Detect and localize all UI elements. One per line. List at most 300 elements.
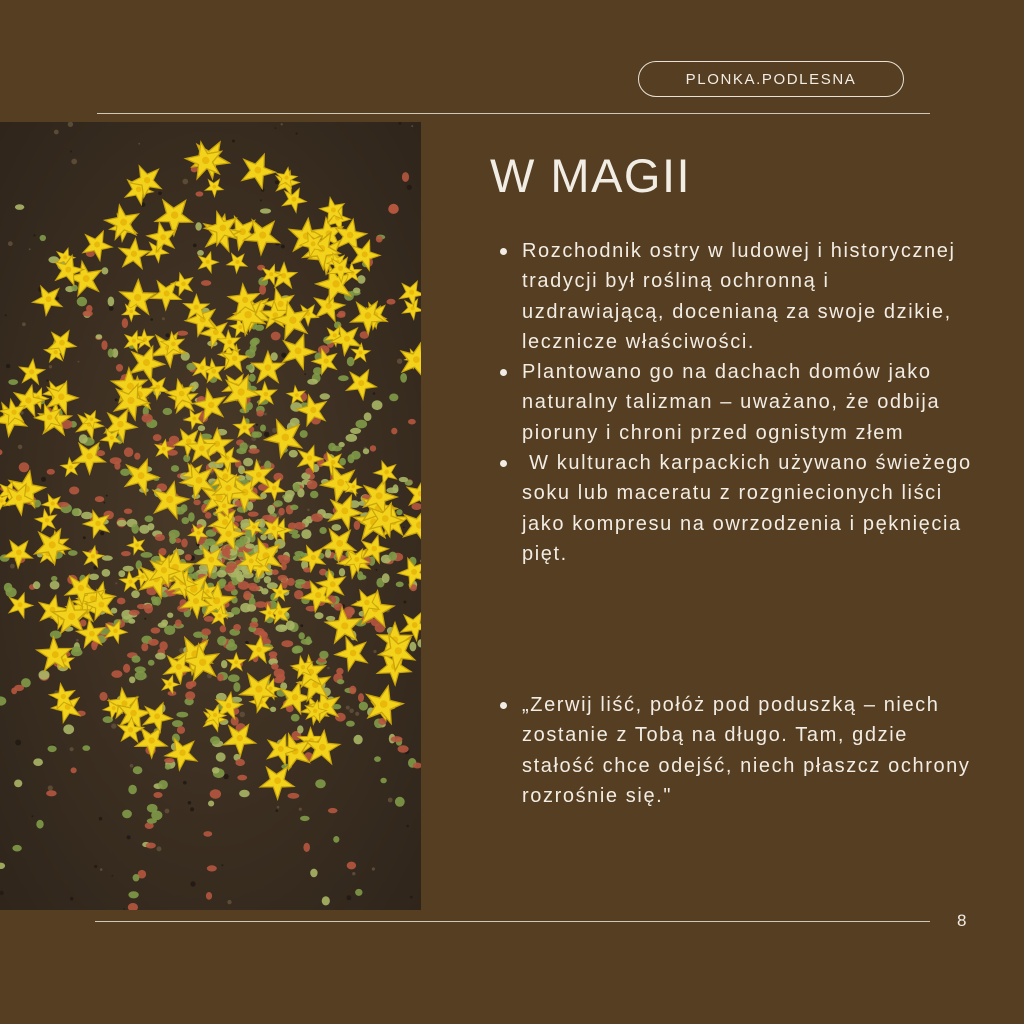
soil-speck [162, 317, 165, 320]
stem-leaf [395, 797, 405, 807]
stem-leaf [268, 505, 276, 514]
soil-speck [281, 353, 286, 358]
stem-leaf [333, 836, 339, 843]
stem-leaf [396, 582, 404, 588]
stem-leaf [14, 685, 24, 691]
stem-leaf [183, 455, 190, 462]
stem-leaf [89, 574, 99, 580]
stem-leaf [243, 591, 251, 601]
stem-leaf [399, 477, 408, 482]
stem-leaf [172, 720, 183, 727]
soil-speck [406, 825, 409, 828]
soil-speck [32, 815, 34, 817]
stem-leaf [237, 775, 247, 781]
soil-speck [22, 322, 26, 326]
stem-leaf [389, 552, 398, 561]
stem-leaf [315, 779, 326, 788]
stem-leaf [291, 714, 300, 722]
stem-leaf [15, 204, 24, 210]
stem-leaf [142, 414, 153, 423]
stem-leaf [159, 641, 167, 650]
stem-leaf [349, 686, 356, 695]
stem-leaf [255, 325, 264, 331]
stem-leaf [380, 778, 386, 784]
soil-speck [300, 624, 303, 627]
stem-leaf [212, 767, 220, 773]
soil-speck [372, 867, 375, 870]
quote-list [498, 690, 988, 811]
soil-speck [264, 413, 267, 416]
stem-leaf [114, 461, 120, 469]
stem-leaf [221, 660, 227, 668]
soil-speck [256, 424, 258, 426]
stem-leaf [297, 725, 303, 733]
bullet-dot-icon [500, 248, 507, 255]
stem-leaf [228, 674, 240, 682]
stem-leaf [398, 745, 409, 752]
soil-speck [352, 872, 355, 875]
stem-leaf [131, 590, 140, 598]
stem-leaf [196, 191, 204, 196]
soil-speck [106, 495, 108, 497]
stem-leaf [50, 581, 60, 590]
stem-leaf [410, 642, 417, 652]
stem-leaf [250, 622, 259, 628]
stem-leaf [108, 297, 115, 307]
soil-speck [348, 261, 351, 264]
stem-leaf [260, 208, 271, 213]
stem-leaf [376, 236, 383, 243]
soil-speck [388, 798, 393, 803]
quote-text: „Zerwij liść, połóż pod poduszką – niech zostanie z Tobą na długo. Tam, gdzie stałość chce odejść, niech płaszcz ochrony rozrośnie się." [522, 694, 971, 807]
stem-leaf [357, 275, 365, 284]
soil-speck [54, 130, 59, 135]
soil-speck [346, 706, 350, 710]
stem-leaf [389, 394, 398, 402]
stem-leaf [33, 758, 43, 766]
stem-leaf [347, 862, 356, 870]
soil-speck [158, 191, 162, 195]
soil-speck [190, 807, 194, 811]
soil-speck [246, 469, 248, 471]
soil-speck [272, 428, 277, 433]
soil-speck [46, 380, 48, 382]
stem-leaf [141, 552, 153, 558]
stonecrop-photo [0, 122, 421, 910]
stem-leaf [117, 520, 127, 526]
stem-leaf [269, 651, 278, 657]
soil-speck [104, 502, 106, 504]
stem-leaf [270, 707, 276, 712]
stem-leaf [225, 567, 235, 574]
soil-speck [240, 712, 246, 718]
stem-leaf [245, 543, 255, 548]
stem-leaf [293, 483, 300, 492]
stem-leaf [152, 599, 159, 606]
stem-leaf [248, 448, 259, 454]
soil-speck [123, 908, 125, 910]
stem-leaf [256, 410, 264, 416]
soil-speck [6, 364, 10, 368]
soil-speck [327, 667, 329, 669]
stem-leaf [46, 790, 57, 796]
stem-leaf [243, 458, 253, 467]
stem-leaf [145, 516, 154, 523]
stem-leaf [99, 692, 107, 701]
stem-leaf [139, 525, 150, 534]
stem-leaf [235, 759, 245, 766]
stem-leaf [249, 374, 256, 382]
stem-leaf [281, 640, 293, 647]
stem-leaf [359, 575, 367, 580]
soil-speck [70, 897, 74, 901]
stem-leaf [239, 790, 250, 797]
stem-leaf [238, 581, 249, 590]
soil-speck [398, 122, 401, 125]
stem-leaf [264, 576, 271, 583]
stem-leaf [224, 584, 235, 591]
soil-speck [281, 123, 283, 125]
stem-leaf [79, 434, 88, 443]
stem-leaf [210, 736, 220, 744]
stem-leaf [101, 340, 107, 350]
stem-leaf [320, 393, 330, 399]
stem-leaf [310, 491, 318, 499]
soil-speck [410, 896, 413, 899]
stem-leaf [128, 619, 135, 624]
stem-leaf [354, 521, 360, 530]
soil-speck [166, 333, 170, 337]
stem-leaf [148, 639, 159, 646]
stem-leaf [315, 612, 324, 619]
stem-leaf [132, 655, 141, 662]
stem-leaf [169, 537, 176, 544]
stem-leaf [391, 736, 403, 742]
soil-speck [94, 865, 97, 868]
stem-leaf [102, 555, 113, 560]
stem-leaf [33, 581, 40, 589]
stem-leaf [287, 578, 295, 586]
stem-leaf [102, 569, 111, 577]
stem-leaf [408, 419, 416, 425]
stem-leaf [155, 534, 165, 541]
stem-leaf [131, 524, 139, 534]
stem-leaf [350, 428, 361, 434]
stem-leaf [36, 820, 43, 829]
stem-leaf [311, 513, 323, 522]
soil-speck [70, 747, 74, 751]
stem-leaf [201, 628, 211, 635]
stem-leaf [207, 865, 217, 871]
stem-leaf [351, 451, 361, 460]
soil-speck [299, 808, 302, 811]
stem-leaf [146, 843, 156, 849]
soil-speck [147, 397, 149, 399]
stem-leaf [8, 379, 18, 385]
stem-leaf [300, 816, 310, 821]
stem-leaf [279, 625, 287, 630]
stem-leaf [325, 549, 331, 558]
stem-leaf [247, 604, 256, 612]
stem-leaf [19, 462, 30, 472]
stem-leaf [356, 420, 368, 429]
stem-leaf [116, 364, 123, 372]
soil-speck [76, 639, 79, 642]
soil-speck [78, 361, 80, 363]
stem-leaf [118, 570, 125, 577]
stem-leaf [171, 465, 179, 472]
stem-leaf [165, 764, 171, 769]
stem-leaf [396, 509, 402, 515]
stem-leaf [117, 598, 126, 605]
stem-leaf [354, 735, 363, 745]
stem-leaf [355, 889, 362, 896]
soil-speck [115, 398, 118, 401]
stem-leaf [12, 845, 21, 852]
stem-leaf [151, 811, 162, 821]
stem-leaf [233, 624, 241, 631]
stem-leaf [274, 677, 285, 683]
soil-speck [109, 306, 114, 311]
stem-leaf [222, 548, 230, 556]
stem-leaf [338, 311, 346, 317]
soil-speck [18, 445, 23, 450]
soil-speck [403, 527, 405, 529]
stem-leaf [337, 679, 344, 684]
soil-speck [411, 125, 413, 127]
stem-leaf [82, 745, 90, 751]
stem-leaf [181, 539, 188, 548]
soil-speck [193, 244, 197, 248]
stem-leaf [400, 373, 407, 383]
stem-leaf [233, 682, 240, 692]
soil-speck [373, 650, 376, 653]
stem-leaf [277, 555, 285, 560]
soil-speck [346, 895, 351, 900]
stem-leaf [133, 874, 140, 881]
stem-leaf [292, 646, 301, 653]
list-item-text: Plantowano go na dachach domów jako naturalny talizman – uważano, że odbija pioruny i chroni przed ognistym złem [522, 361, 941, 444]
soil-speck [227, 900, 231, 904]
soil-speck [112, 875, 114, 877]
stem-leaf [331, 524, 341, 531]
stem-leaf [359, 702, 368, 711]
stem-leaf [237, 574, 244, 582]
stem-leaf [238, 465, 245, 474]
stem-leaf [193, 500, 200, 506]
stem-leaf [133, 766, 143, 774]
soil-speck [29, 248, 31, 250]
stem-leaf [205, 512, 212, 519]
soil-speck [83, 536, 86, 539]
stem-leaf [144, 604, 153, 614]
soil-speck [182, 179, 188, 185]
soil-speck [49, 365, 52, 368]
soil-speck [70, 151, 72, 153]
stem-leaf [248, 512, 259, 517]
stem-leaf [83, 311, 93, 317]
stem-leaf [111, 670, 122, 678]
bullet-dot-icon [500, 460, 507, 467]
stem-leaf [370, 445, 376, 451]
stem-leaf [203, 831, 212, 837]
stem-leaf [206, 892, 212, 900]
stem-leaf [175, 619, 182, 627]
soil-speck [260, 199, 262, 201]
stem-leaf [14, 780, 22, 788]
stem-leaf [372, 400, 383, 410]
soil-speck [275, 127, 277, 129]
stem-leaf [72, 285, 78, 291]
stem-leaf [228, 639, 235, 647]
list-item [498, 357, 978, 448]
stem-leaf [69, 487, 79, 495]
stem-leaf [326, 616, 335, 621]
stem-leaf [128, 891, 138, 898]
stem-leaf [185, 554, 192, 560]
stem-leaf [71, 767, 77, 773]
soil-speck [56, 297, 60, 301]
stem-leaf [332, 446, 342, 452]
stem-leaf [374, 756, 381, 762]
stem-leaf [128, 785, 137, 795]
stem-leaf [153, 792, 162, 798]
stem-leaf [300, 430, 308, 438]
stem-leaf [388, 204, 399, 214]
stem-leaf [386, 487, 398, 493]
stem-leaf [108, 349, 114, 358]
stem-leaf [271, 332, 281, 341]
stem-leaf [274, 500, 283, 507]
top-divider [97, 113, 930, 114]
stem-leaf [123, 664, 130, 673]
soil-speck [115, 582, 117, 584]
stem-leaf [177, 726, 185, 734]
stem-leaf [124, 509, 132, 514]
stem-leaf [271, 352, 278, 361]
stem-leaf [353, 288, 360, 294]
stem-leaf [167, 613, 173, 618]
stem-leaf [274, 669, 285, 678]
stem-leaf [4, 583, 13, 592]
soil-speck [188, 801, 192, 805]
soil-speck [232, 140, 235, 143]
stem-leaf [216, 752, 226, 761]
list-item-text: Rozchodnik ostry w ludowej i historycznej tradycji był rośliną ochronną i uzdrawiającą, docenianą za swoje dzikie, lecznicze właściwości. [522, 240, 956, 353]
page-number: 8 [957, 911, 967, 930]
stem-leaf [250, 339, 258, 347]
stem-leaf [68, 550, 78, 556]
stem-leaf [151, 627, 161, 633]
stem-leaf [135, 666, 146, 672]
soil-speck [190, 881, 195, 886]
stem-leaf [301, 639, 313, 645]
soil-speck [71, 159, 77, 165]
stem-leaf [158, 780, 168, 789]
stem-leaf [289, 450, 298, 458]
soil-speck [138, 143, 140, 145]
stem-leaf [295, 579, 306, 585]
stem-leaf [217, 674, 224, 682]
soil-speck [99, 817, 103, 821]
bullet-list [498, 236, 978, 569]
stem-leaf [51, 576, 57, 581]
soil-speck [264, 432, 269, 437]
soil-speck [15, 740, 21, 746]
soil-speck [150, 318, 153, 321]
list-item-text: W kulturach karpackich używano świeżego soku lub maceratu z rozgniecionych liści jako kompresu na owrzodzenia i pęknięcia pięt. [522, 452, 979, 565]
soil-speck [127, 835, 131, 839]
stem-leaf [339, 568, 345, 576]
stem-leaf [161, 620, 168, 627]
soil-speck [375, 569, 377, 571]
stem-leaf [47, 469, 55, 475]
soil-speck [8, 241, 13, 246]
stem-leaf [129, 610, 140, 616]
list-item [498, 448, 978, 569]
soil-speck [33, 234, 35, 236]
stem-leaf [148, 660, 155, 666]
stem-leaf [217, 636, 227, 646]
stem-leaf [319, 651, 328, 659]
stem-leaf [260, 425, 266, 432]
soil-speck [48, 785, 53, 790]
soil-speck [130, 764, 134, 768]
stem-leaf [176, 712, 188, 718]
soil-speck [276, 809, 279, 812]
stem-leaf [81, 512, 93, 520]
stem-leaf [186, 682, 194, 690]
stem-leaf [288, 793, 300, 799]
soil-speck [373, 392, 376, 395]
stem-leaf [261, 588, 268, 594]
stem-leaf [336, 668, 343, 675]
stem-leaf [307, 379, 318, 385]
stem-leaf [50, 631, 62, 639]
stem-leaf [48, 746, 57, 753]
stem-leaf [164, 625, 175, 635]
stem-leaf [77, 297, 87, 307]
stem-leaf [136, 560, 142, 570]
stem-leaf [129, 676, 135, 683]
stem-leaf [96, 334, 102, 339]
stem-leaf [249, 586, 260, 592]
stem-leaf [278, 575, 288, 581]
stem-leaf [122, 318, 128, 328]
stem-leaf [210, 789, 221, 798]
stem-leaf [121, 551, 131, 556]
stem-leaf [364, 412, 372, 421]
stem-leaf [382, 573, 390, 583]
stem-leaf [124, 447, 133, 457]
stem-leaf [220, 625, 227, 632]
stem-leaf [239, 536, 247, 544]
stem-leaf [299, 632, 305, 639]
soil-speck [10, 564, 15, 569]
stem-leaf [155, 653, 166, 660]
soil-speck [349, 709, 354, 714]
soil-speck [277, 806, 280, 809]
stem-leaf [163, 408, 173, 415]
stem-leaf [141, 643, 148, 651]
soil-speck [403, 601, 406, 604]
stem-leaf [291, 533, 300, 538]
stem-leaf [120, 469, 130, 476]
stem-leaf [328, 808, 338, 813]
stem-leaf [363, 448, 369, 454]
soil-speck [5, 314, 7, 316]
stem-leaf [231, 607, 240, 615]
